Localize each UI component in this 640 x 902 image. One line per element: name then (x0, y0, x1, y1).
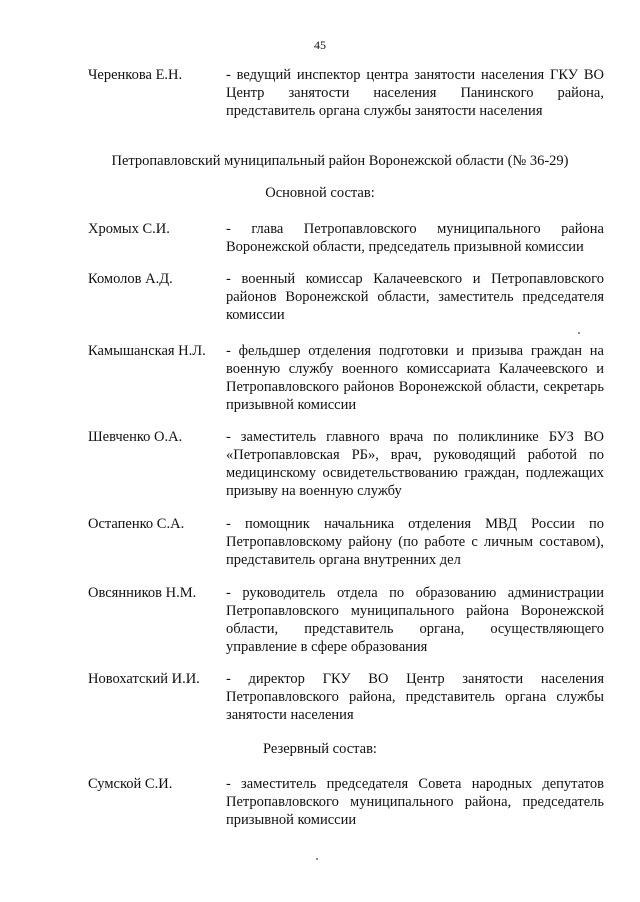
member-role: - директор ГКУ ВО Центр занятости населения Петропавловского района, представитель органа службы занятости населения (226, 671, 604, 723)
member-role: - заместитель председателя Совета народных депутатов Петропавловского муниципального района, председатель призывной комиссии (226, 776, 604, 828)
member-role: - глава Петропавловского муниципального района Воронежской области, председатель призывной комиссии (226, 221, 604, 255)
district-title: Петропавловский муниципальный район Воронежской области (№ 36-29) (111, 153, 569, 169)
member-name: Хромых С.И. (88, 221, 170, 237)
member-name: Овсянников Н.М. (88, 585, 197, 601)
member-role: - военный комиссар Калачеевского и Петропавловского районов Воронежской области, заместитель председателя комиссии (226, 271, 604, 323)
member-role: - помощник начальника отделения МВД России по Петропавловскому району (по работе с личным составом), представитель органа внутренних дел (226, 516, 604, 568)
member-name: Черенкова Е.Н. (88, 67, 183, 83)
scan-speck (578, 332, 580, 334)
page-number: 45 (314, 38, 326, 52)
reserve-composition-heading: Резервный состав: (263, 741, 377, 757)
main-composition-heading: Основной состав: (265, 185, 375, 201)
member-name: Комолов А.Д. (88, 271, 173, 287)
member-name: Сумской С.И. (88, 776, 173, 792)
member-role: - ведущий инспектор центра занятости населения ГКУ ВО Центр занятости населения Панинского района, представитель органа службы занятости населения (226, 67, 604, 119)
member-role: - фельдшер отделения подготовки и призыва граждан на военную службу военного комиссариата Калачеевского и Петропавловского районов Воронежской области, секретарь призывной комиссии (226, 343, 604, 413)
member-name: Остапенко С.А. (88, 516, 185, 532)
member-name: Шевченко О.А. (88, 429, 183, 445)
member-name: Новохатский И.И. (88, 671, 200, 687)
member-role: - заместитель главного врача по поликлинике БУЗ ВО «Петропавловская РБ», врач, руководящий работой по медицинскому освидетельствованию граждан, подлежащих призыву на военную службу (226, 429, 604, 499)
scan-speck (316, 858, 318, 860)
member-name: Камышанская Н.Л. (88, 343, 206, 359)
member-role: - руководитель отдела по образованию администрации Петропавловского муниципального района Воронежской области, представитель органа, осуществляющего управление в сфере образования (226, 585, 604, 655)
